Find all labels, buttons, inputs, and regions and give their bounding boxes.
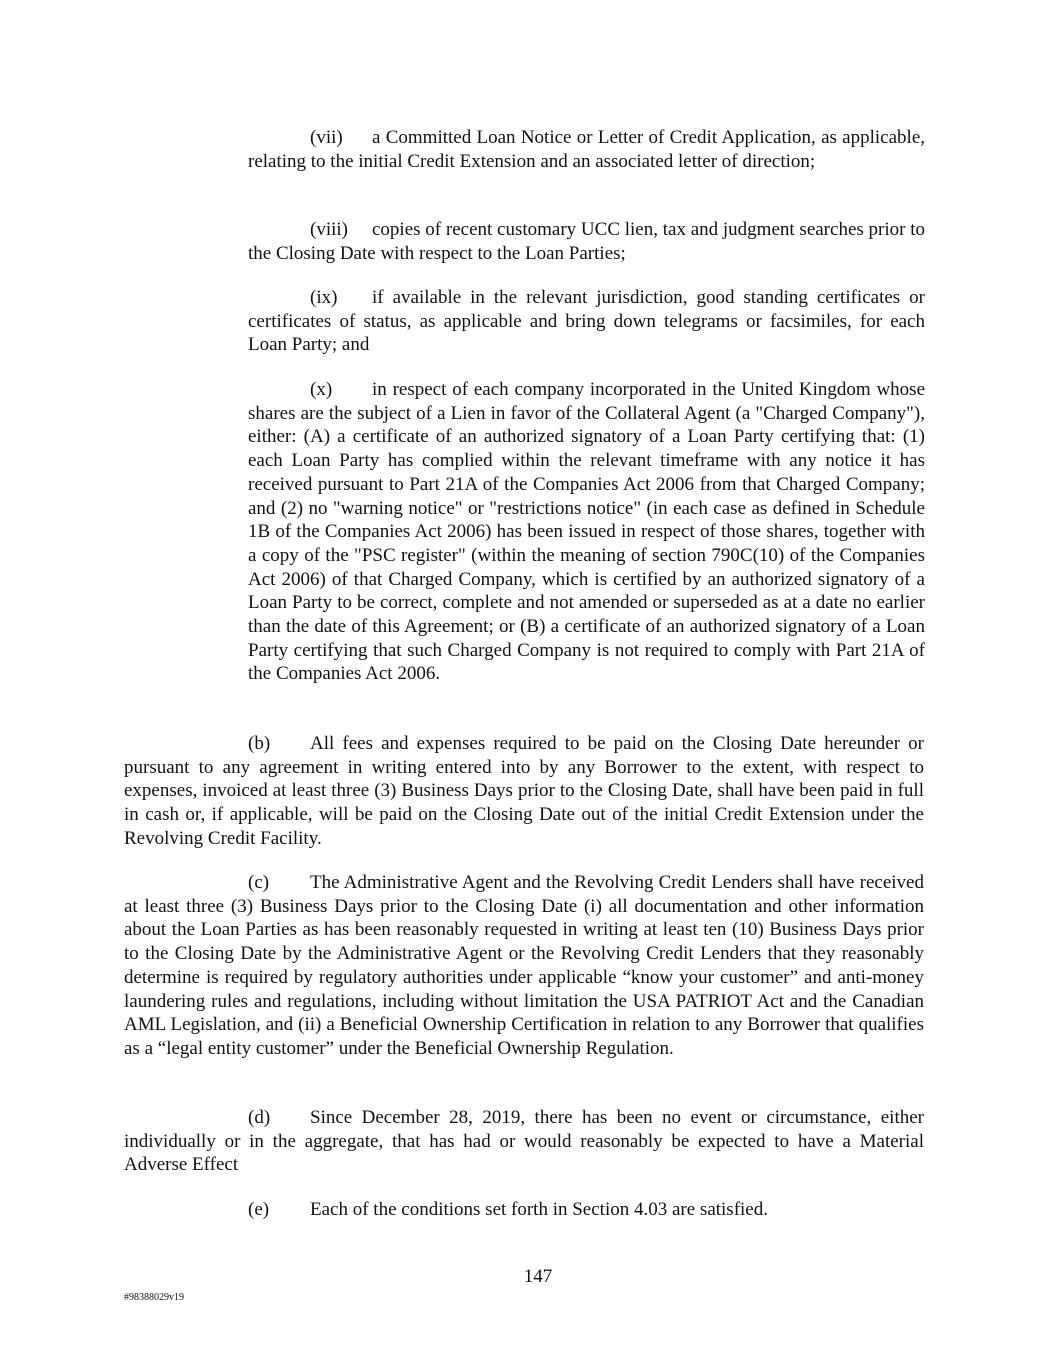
- list-item-vii: [248, 126, 925, 173]
- section-text: All fees and expenses required to be paid on the Closing Date hereunder or pursuant to any agreement in writing entered into by any Borrower to the extent, with respect to expenses, invoiced at least three (3) Business Days prior to the Closing Date, shall have been paid in full in cash or, if applicable, will be paid on the Closing Date out of the initial Credit Extension under the Revolving Credit Facility.: [124, 733, 924, 849]
- page-number: 147: [523, 1266, 553, 1287]
- item-number: (ix): [310, 287, 338, 308]
- item-text: in respect of each company incorporated in the United Kingdom whose shares are the subject of a Lien in favor of the Collateral Agent (a "Charged Company"), either: (A) a certificate of an authorized signatory of a Loan Party certifying that: (1) each Loan Party has complied within the relevant timeframe with any notice it has received pursuant to Part 21A of the Companies Act 2006 from that Charged Company; and (2) no "warning notice" or "restrictions notice" (in each case as defined in Schedule 1B of the Companies Act 2006) has been issued in respect of those shares, together with a copy of the "PSC register" (within the meaning of section 790C(10) of the Companies Act 2006) of that Charged Company, which is certified by an authorized signatory of a Loan Party to be correct, complete and not amended or superseded as at a date no earlier than the date of this Agreement; or (B) a certificate of an authorized signatory of a Loan Party certifying that such Charged Company is not required to comply with Part 21A of the Companies Act 2006.: [248, 379, 925, 685]
- list-item-x: [248, 378, 925, 686]
- section-d: [124, 1106, 924, 1177]
- item-number: (vii): [310, 127, 343, 148]
- section-text: Since December 28, 2019, there has been no event or circumstance, either individually or in the aggregate, that has had or would reasonably be expected to have a Material Adverse Effect: [124, 1107, 924, 1176]
- item-number: (viii): [310, 219, 348, 240]
- section-e: [124, 1198, 924, 1222]
- section-number: (d): [248, 1107, 271, 1128]
- section-number: (e): [248, 1199, 270, 1220]
- item-text: a Committed Loan Notice or Letter of Credit Application, as applicable, relating to the initial Credit Extension and an associated letter of direction;: [248, 127, 925, 172]
- item-text: copies of recent customary UCC lien, tax and judgment searches prior to the Closing Date with respect to the Loan Parties;: [248, 219, 925, 264]
- item-number: (x): [310, 379, 333, 400]
- section-c: [124, 871, 924, 1061]
- section-number: (b): [248, 733, 271, 754]
- list-item-ix: [248, 286, 925, 357]
- list-item-viii: [248, 218, 925, 265]
- document-id: #98388029v19: [124, 1292, 184, 1303]
- section-text: The Administrative Agent and the Revolving Credit Lenders shall have received at least three (3) Business Days prior to the Closing Date (i) all documentation and other information about the Loan Parties as has been reasonably requested in writing at least ten (10) Business Days prior to the Closing Date by the Administrative Agent or the Revolving Credit Lenders that they reasonably determine is required by regulatory authorities under applicable “know your customer” and anti-money laundering rules and regulations, including without limitation the USA PATRIOT Act and the Canadian AML Legislation, and (ii) a Beneficial Ownership Certification in relation to any Borrower that qualifies as a “legal entity customer” under the Beneficial Ownership Regulation.: [124, 872, 924, 1059]
- item-text: if available in the relevant jurisdiction, good standing certificates or certificates of status, as applicable and bring down telegrams or facsimiles, for each Loan Party; and: [248, 287, 925, 356]
- section-text: Each of the conditions set forth in Section 4.03 are satisfied.: [310, 1199, 768, 1220]
- section-number: (c): [248, 872, 270, 893]
- section-b: [124, 732, 924, 851]
